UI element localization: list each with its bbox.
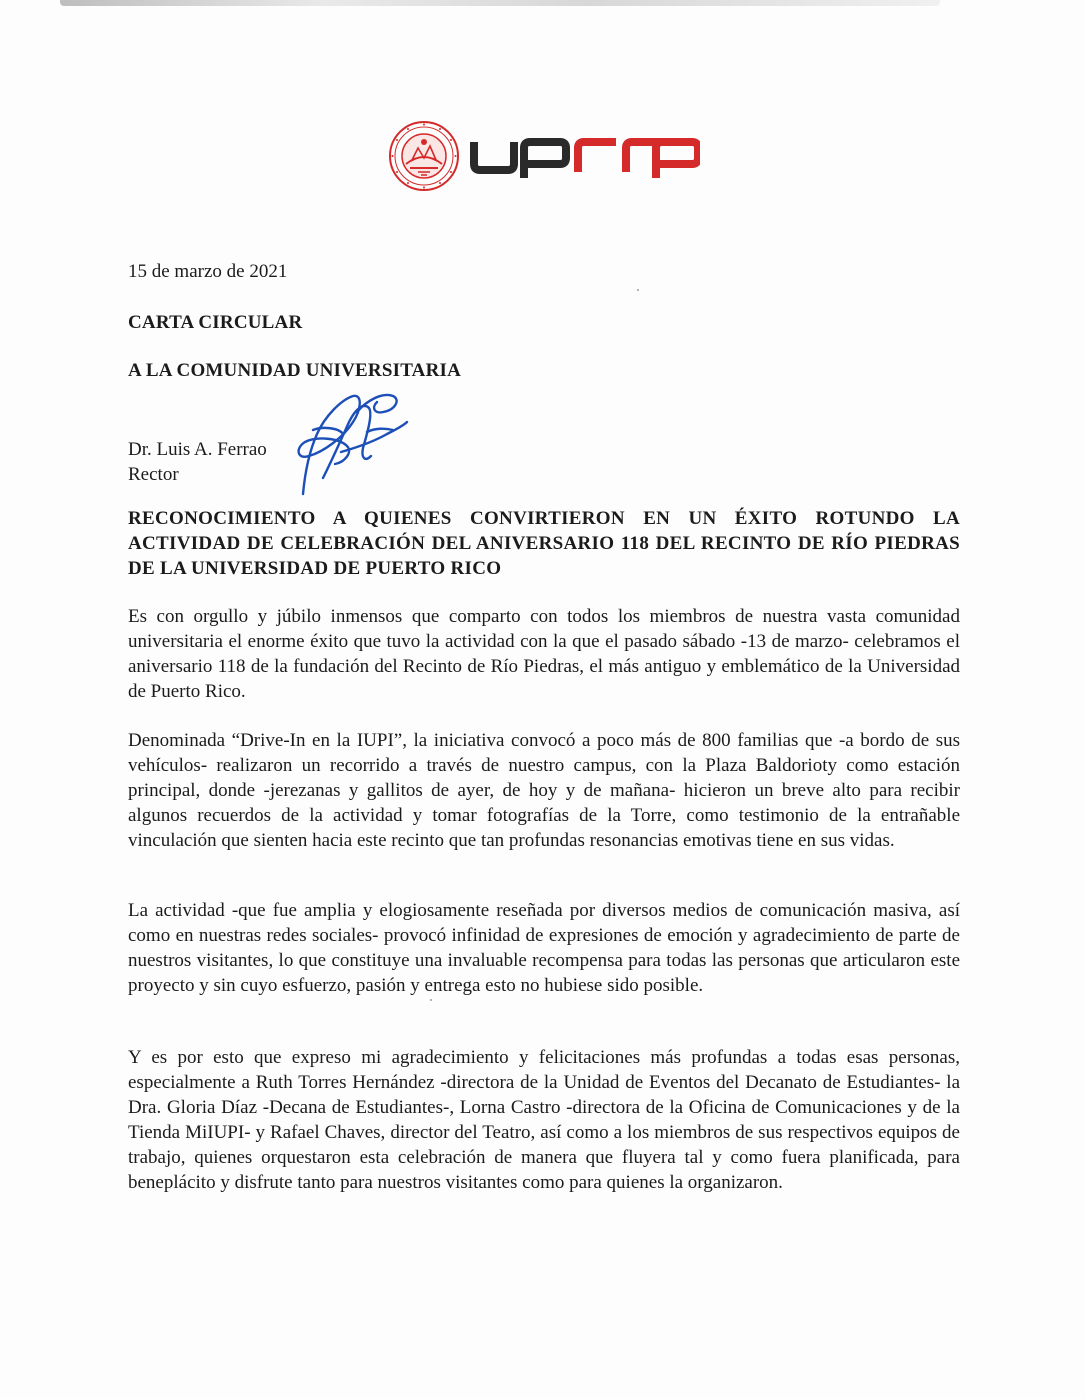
scan-speck [637, 289, 639, 291]
sender-block [128, 437, 267, 487]
recipient-heading: A LA COMUNIDAD UNIVERSITARIA [128, 360, 462, 381]
subject-heading: RECONOCIMIENTO A QUIENES CONVIRTIERON EN UN ÉXITO ROTUNDO LA ACTIVIDAD DE CELEBRACIÓN DEL ANIVERSARIO 118 DEL RECINTO DE RÍO PIEDRAS DE LA UNIVERSIDAD DE PUERTO RICO [128, 508, 960, 579]
sender-name: Dr. Luis A. Ferrao [128, 439, 267, 460]
body-paragraph-1: Es con orgullo y júbilo inmensos que comparto con todos los miembros de nuestra vasta comunidad universitaria el enorme éxito que tuvo la actividad con la que el pasado sábado -13 de marzo- celebramos el aniversario 118 de la fundación del Recinto de Río Piedras, el más antiguo y emblemático de la Universidad de Puerto Rico. [128, 606, 960, 702]
handwritten-signature [283, 382, 413, 500]
body-paragraph-4: Y es por esto que expreso mi agradecimiento y felicitaciones más profundas a todas esas personas, especialmente a Ruth Torres Hernández -directora de la Unidad de Eventos del Decanato de Estudiantes- la Dra. Gloria Díaz -Decana de Estudiantes-, Lorna Castro -directora de la Oficina de Comunicaciones y de la Tienda MiIUPI- y Rafael Chaves, director del Teatro, así como a los miembros de sus respectivos equipos de trabajo, quienes orquestaron esta celebración de manera que fluyera tal y como fuera planificada, para beneplácito y disfrute tanto para nuestros visitantes como para quienes la organizaron. [128, 1047, 960, 1193]
university-seal-icon [388, 120, 460, 192]
scan-edge-artifact [60, 0, 940, 6]
letter-date: 15 de marzo de 2021 [128, 261, 288, 282]
body-paragraph-3: La actividad -que fue amplia y elogiosamente reseñada por diversos medios de comunicación masiva, así como en nuestras redes sociales- provocó infinidad de expresiones de emoción y agradecimiento de parte de nuestros visitantes, lo que constituye una invaluable recompensa para todas las personas que articularon este proyecto y sin cuyo esfuerzo, pasión y entrega esto no hubiese sido posible. [128, 900, 960, 996]
uprrp-wordmark-logo [470, 134, 700, 180]
document-type-heading: CARTA CIRCULAR [128, 312, 303, 333]
letterhead [388, 120, 708, 190]
sender-title: Rector [128, 464, 179, 485]
scan-speck [430, 999, 432, 1001]
body-paragraph-2: Denominada “Drive-In en la IUPI”, la iniciativa convocó a poco más de 800 familias que -a bordo de sus vehículos- realizaron un recorrido a través de nuestro campus, con la Plaza Baldorioty como estación principal, donde -jerezanas y gallitos de ayer, de hoy y de mañana- hicieron un breve alto para recibir algunos recuerdos de la actividad y tomar fotografías de la Torre, como testimonio de la entrañable vinculación que sienten hacia este recinto que tan profundas resonancias emotivas tiene en sus vidas. [128, 730, 960, 851]
